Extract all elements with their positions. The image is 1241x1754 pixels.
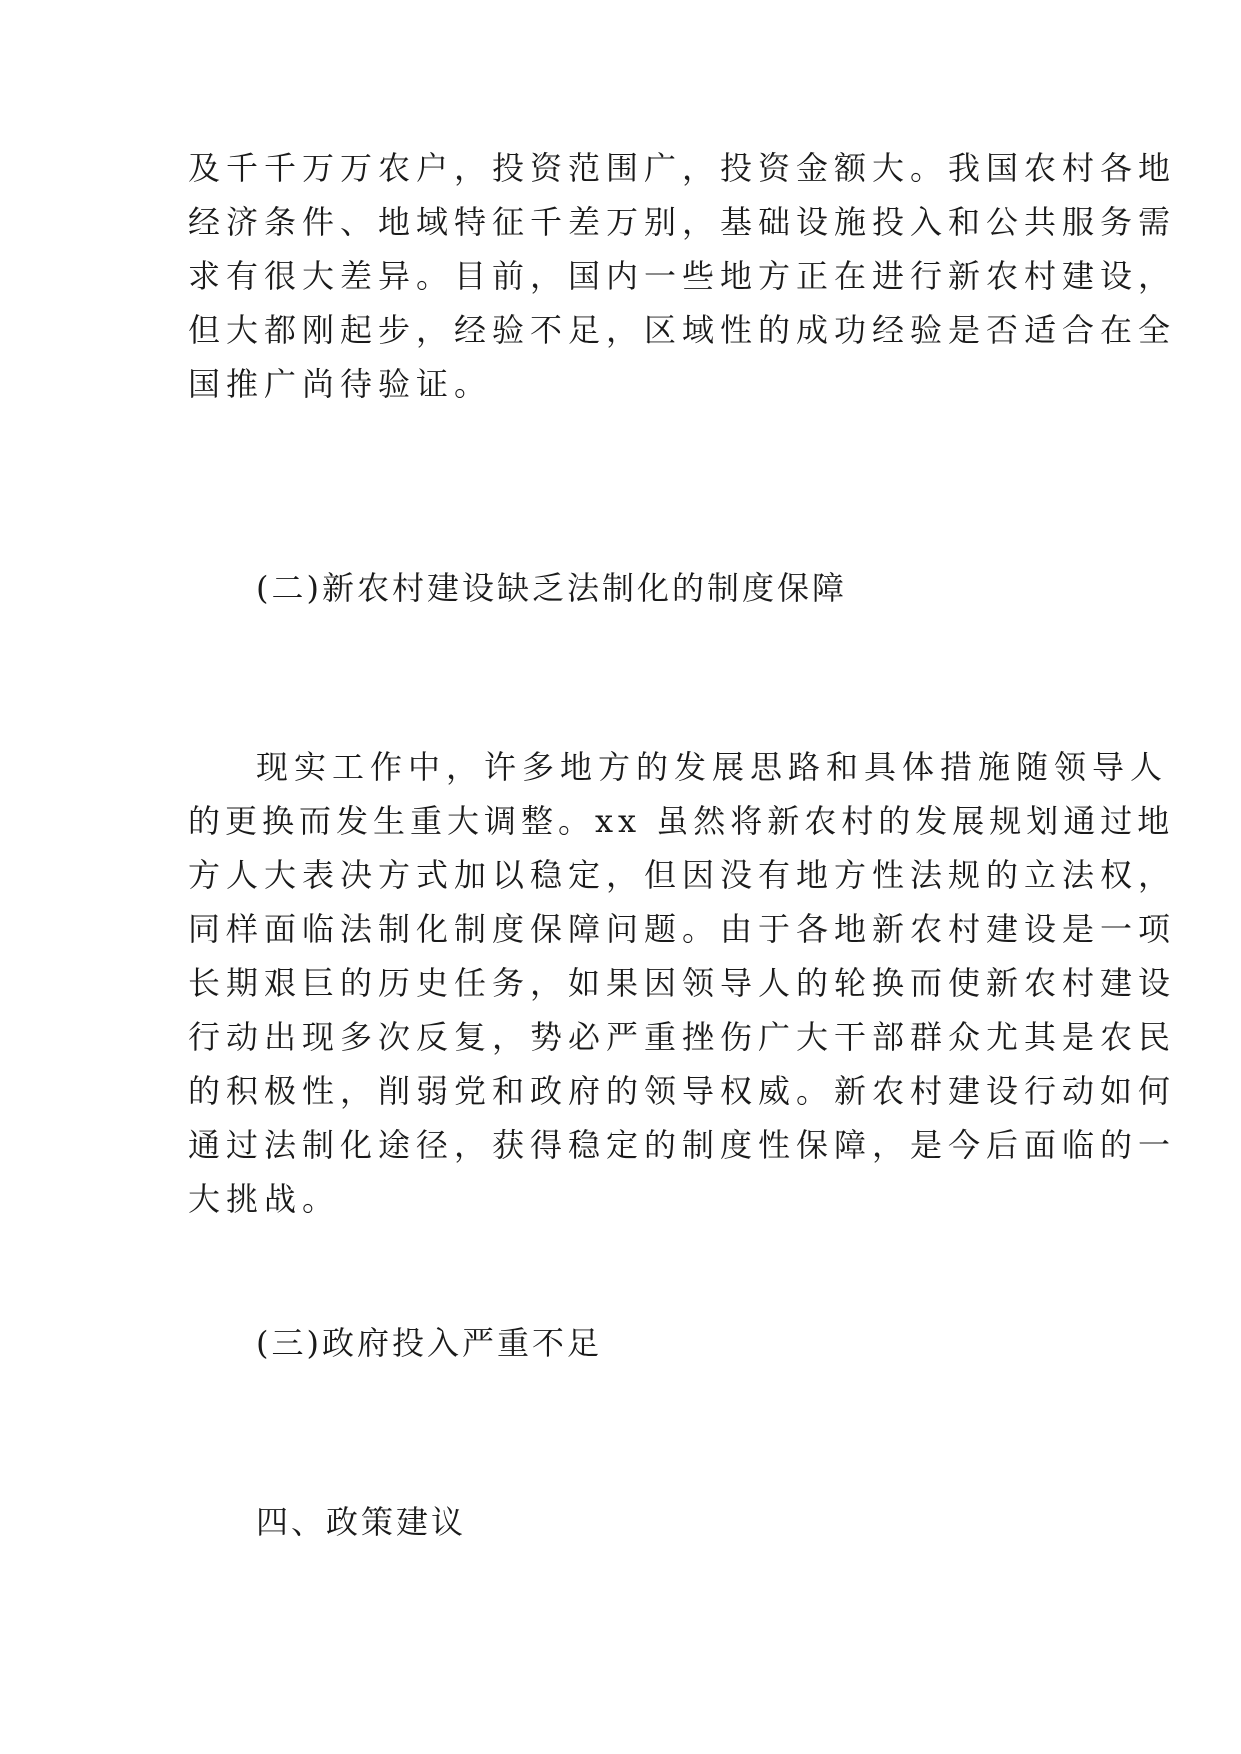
paragraph-1-line-3: 求有很大差异。目前，国内一些地方正在进行新农村建设， [188,257,1177,295]
paragraph-1-line-5: 国推广尚待验证。 [188,365,493,403]
section-heading-3: (三)政府投入严重不足 [256,1324,602,1362]
paragraph-1-line-1: 及千千万万农户，投资范围广，投资金额大。我国农村各地 [188,149,1177,187]
paragraph-2-line-7: 的积极性，削弱党和政府的领导权威。新农村建设行动如何 [188,1072,1177,1110]
paragraph-2-line-9: 大挑战。 [188,1180,341,1218]
section-heading-4: 四、政策建议 [256,1503,467,1541]
paragraph-2-line-4: 同样面临法制化制度保障问题。由于各地新农村建设是一项 [188,910,1177,948]
paragraph-2-line-8: 通过法制化途径，获得稳定的制度性保障，是今后面临的一 [188,1126,1177,1164]
paragraph-1-line-2: 经济条件、地域特征千差万别，基础设施投入和公共服务需 [188,203,1177,241]
paragraph-2-line-1: 现实工作中，许多地方的发展思路和具体措施随领导人 [256,748,1169,786]
paragraph-2-line-2: 的更换而发生重大调整。xx 虽然将新农村的发展规划通过地 [188,802,1175,840]
paragraph-2-line-6: 行动出现多次反复，势必严重挫伤广大干部群众尤其是农民 [188,1018,1177,1056]
paragraph-2-line-5: 长期艰巨的历史任务，如果因领导人的轮换而使新农村建设 [188,964,1177,1002]
paragraph-2-line-3: 方人大表决方式加以稳定，但因没有地方性法规的立法权， [188,856,1177,894]
paragraph-1-line-4: 但大都刚起步，经验不足，区域性的成功经验是否适合在全 [188,311,1177,349]
section-heading-2: (二)新农村建设缺乏法制化的制度保障 [256,569,847,607]
